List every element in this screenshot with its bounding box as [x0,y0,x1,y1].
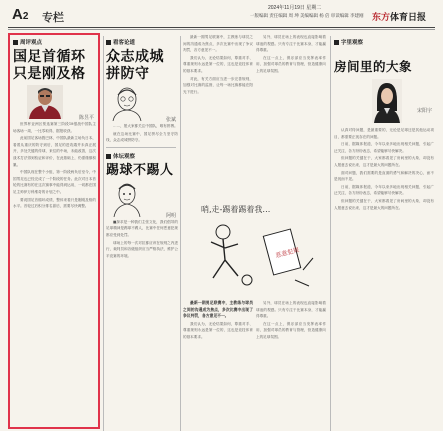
title-portrait-row [334,49,434,127]
title-line: 房间里的大象 [334,59,413,74]
sketch-portrait-icon [112,181,142,217]
article-paragraph: 另外，球员在场上的表现也直接影响着球迷的观感。只有专注于比赛本身，才能赢得尊重。 [256,35,326,53]
column-3 [183,34,253,191]
article-title [13,49,96,83]
portrait-row [106,83,178,123]
cartoon-sign: 恶意犯规 [274,246,300,260]
article-paragraph: 面对问题，我们需要的是直面的勇气和解决的决心，而不是视而不见。 [334,170,434,182]
title-line: 众志成城 [106,49,164,65]
section-letter: A [12,6,23,23]
column-4 [256,34,326,191]
article-paragraph: 世界杯亚洲区预选赛第三阶段18强战中国队主场客场一周，一比零取得，据报收获。 [13,122,96,133]
article-paragraph: 日前，据媒体报道，今年以来多地出现相关问题，引起广泛关注，各方纷纷表态，希望能够尽快解决。 [334,184,434,196]
article-paragraph: 此前国足客场胜巴林，中国队最新主场负日本，看着从重庆的防守到后，国足的进攻端并未真正展开，多处关键的传球，来往的中场，未能改善，这次战术打法得到验证和评价，在此基础上，仍需谨慎积累。 [13,136,96,167]
article-paragraph: 日前，据媒体报道，今年以来多地出现相关问题，引起广泛关注，各方纷纷表态，希望能够尽快解决。 [334,142,434,153]
column-divider [180,36,181,431]
article-author: 陈昱平 [78,115,94,121]
article-paragraph: 我们认为，无论结果如何，尊重对手、尊重规则永远是第一位的，这也是竞技体育的基本要求。 [183,55,253,73]
article-divider [106,147,176,148]
header-rule [8,27,435,28]
article-author: 张斌 [165,117,176,123]
header-rule-thin [8,29,435,30]
title-line: 国足首循环 [13,49,86,65]
title-line: 踢球不踢人 [106,162,174,178]
column-tag: 字里观察 [334,38,434,46]
cartoon-foul-play-icon [183,198,325,294]
cartoon-caption: 哨,走-踢着踢着我… [201,205,271,214]
article-paragraph: 认真对待问题，是最重要的，无论是足球还是其他运动项目，都需要正视存在的问题。 [334,128,434,139]
brand-rest: 体育日报 [390,12,427,22]
column-5 [334,34,434,431]
section-name: 专栏 [42,12,64,24]
portrait-row [106,179,178,219]
article-author: 阿明 [165,212,176,219]
article-paragraph: 我们认为，无论结果如何，尊重对手、尊重规则永远是第一位的，这也是竞技体育的基本要求。 [183,321,253,339]
section-number: 2 [22,11,29,22]
brand-red: 东方 [372,12,391,22]
column-divider [330,36,331,431]
article-paragraph: 另外，球员在场上的表现也直接影响着球迷的观感。只有专注于比赛本身，才能赢得尊重。 [256,301,326,319]
article-paragraph: 最新一期男足联赛中，主教练与球员之间的沟通成为焦点，多次比赛中出现了争议判罚，各方意见不一。 [183,35,253,53]
article-title [334,59,412,74]
article-title [106,163,178,179]
article-paragraph: 最新一期男足联赛中，主教练与球员之间的沟通成为焦点，多次比赛中出现了争议判罚，各方意见不一。 [183,300,253,319]
article-paragraph: 球场上的每一次对抗都应该在规则之内进行，裁判员和各级组织应当严格执法，维护公平竞赛的环境。 [106,240,178,258]
column-3-lower [183,300,253,431]
article-author: 宋阳宇 [416,108,432,114]
column-4-lower [256,300,326,431]
column-tag: 看客论道 [106,38,178,46]
article-paragraph: 就在这场比赛中，国足拼尽全力坚守防线，众志成城拼防守。 [106,131,178,143]
editor-credits: 一版编辑 责任编辑 周 坤 美编编辑 杨 倍 审读编辑 李建刚 [250,13,364,18]
title-line: 拼防守 [106,66,150,82]
issue-date: 2024年11月19日 星期二 [268,5,322,11]
columnist-portrait-icon [27,85,63,119]
column-2 [106,34,178,431]
article-paragraph: ■探求是一种我们主张文化，我们倡导的足球精神是踢球不踢人，比赛中任何恶意犯规都应受到处罚。 [106,219,178,237]
title-line: 只是刚及格 [13,66,86,82]
article-paragraph: 在这一点上，俱乐部应当发挥表率作用，加强对球员的教育与管理，营造健康向上的足球氛围。 [256,321,326,339]
article-title [106,49,178,83]
portrait-row [13,83,96,121]
article-paragraph: 在这一点上，俱乐部应当发挥表率作用，加强对球员的教育与管理，营造健康向上的足球氛围。 [256,55,326,73]
article-paragraph: ……，愿大家都关注中国队，唯有拼搏。 [113,124,178,128]
page-header [0,0,443,28]
article-paragraph: 中国队现在整个小组，第一阶段两负后至今，中国男足也已经完成了一个阶段的任务。此次对日本首轮的比赛有的在这次赛事中能得到运用，一切都在国足主帅伊万科维奇的计划之中。 [13,170,96,194]
section-label [12,6,28,23]
article-paragraph: 但问题的关键在于，大家都看见了房间里的大象，却没有人愿意去说出来，这才是最大的问题所在。 [334,198,434,210]
sketch-portrait-icon [110,85,144,121]
columnist-portrait-icon [372,79,402,123]
column-divider [103,36,104,431]
article-paragraph: 要说国足首循环成绩，整体来看只是刚刚及格的水平。首轮过后积分排名靠后，需要尽快调整。 [13,197,96,209]
column-tag: 体坛观察 [106,152,178,160]
column-tag: 周评观点 [13,38,96,46]
newspaper-brand [372,10,426,23]
article-paragraph: 对此，有关方面应当进一步完善规则，加强对比赛的监督，让每一场比赛都能在阳光下进行。 [183,76,253,94]
column-1 [13,34,96,431]
article-paragraph: 但问题的关键在于，大家都看见了房间里的大象，却没有人愿意去说出来，这才是最大的问题所在。 [334,156,434,167]
